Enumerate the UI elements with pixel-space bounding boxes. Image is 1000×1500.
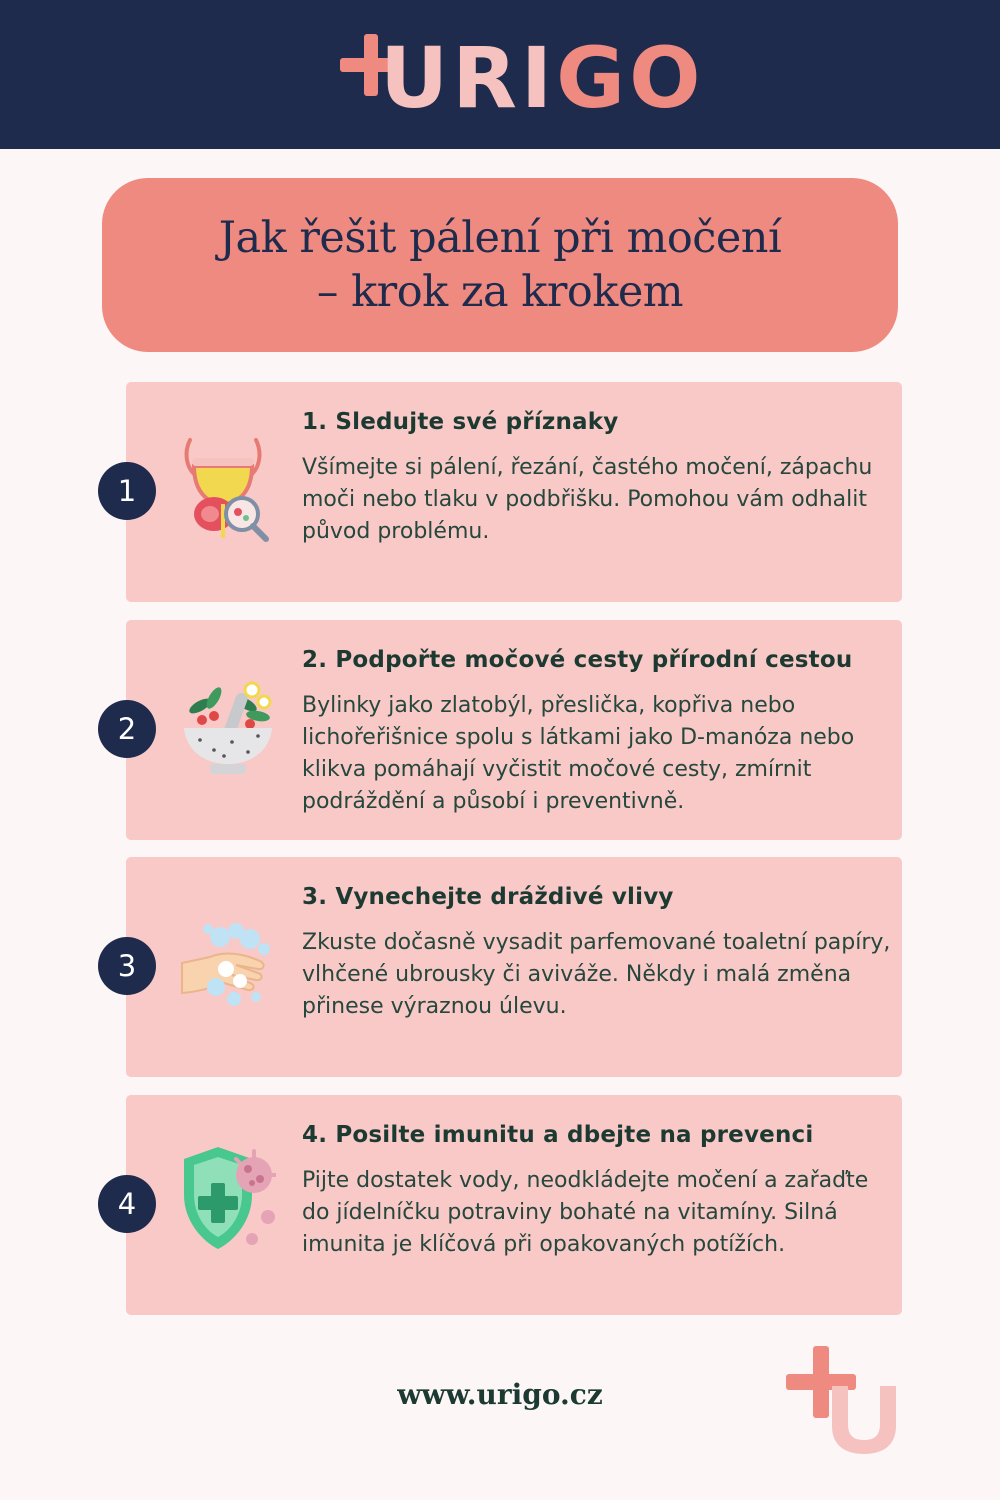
step-card-1: [117, 382, 902, 602]
step-title: 2. Podpořte močové cesty přírodní cestou: [302, 647, 853, 673]
logo-text-accent: GO: [556, 29, 705, 127]
step-card-2: [117, 620, 902, 840]
header-bar: [0, 0, 1000, 149]
website-link[interactable]: www.urigo.cz: [397, 1378, 603, 1411]
shield-virus-icon: [180, 1145, 276, 1255]
step-card-4: [117, 1095, 902, 1315]
page-title-line-2: – krok za krokem: [316, 267, 684, 317]
title-banner: [102, 178, 898, 352]
herbs-mortar-icon: [180, 670, 276, 780]
step-card-3: [117, 857, 902, 1077]
logo-wordmark: [380, 28, 705, 128]
logo-text-main: URI: [380, 29, 557, 127]
step-description: Bylinky jako zlatobýl, přeslička, kopřiva nebo lichořeřišnice spolu s látkami jako D-manóza nebo klikva pomáhají vyčistit močové cesty, zmírnit podráždění a působí i preventivně.: [302, 693, 855, 814]
page-title-line-1: Jak řešit pálení při močení: [218, 213, 782, 263]
step-number-badge: 2: [98, 700, 156, 758]
step-title: 4. Posilte imunitu a dbejte na prevenci: [302, 1122, 814, 1148]
logo-plus-vertical: [364, 34, 378, 96]
bladder-magnifier-icon: [180, 432, 276, 542]
step-number-badge: 1: [98, 462, 156, 520]
hand-washing-icon: [180, 907, 276, 1017]
step-description: Pijte dostatek vody, neodkládejte močení a zařaďte do jídelníčku potraviny bohaté na vitamíny. Silná imunita je klíčová při opakovaných potížích.: [302, 1168, 869, 1257]
step-title: 1. Sledujte své příznaky: [302, 409, 619, 435]
urigo-logo[interactable]: [336, 14, 705, 134]
step-number-badge: 3: [98, 937, 156, 995]
step-title: 3. Vynechejte dráždivé vlivy: [302, 884, 674, 910]
step-description: Všímejte si pálení, řezání, častého močení, zápachu moči nebo tlaku v podbřišku. Pomohou vám odhalit původ problému.: [302, 455, 873, 544]
urigo-corner-logo-icon: [784, 1342, 900, 1458]
step-description: Zkuste dočasně vysadit parfemované toaletní papíry, vlhčené ubrousky či aviváže. Někdy i malá změna přinese výraznou úlevu.: [302, 930, 891, 1019]
step-number-badge: 4: [98, 1175, 156, 1233]
